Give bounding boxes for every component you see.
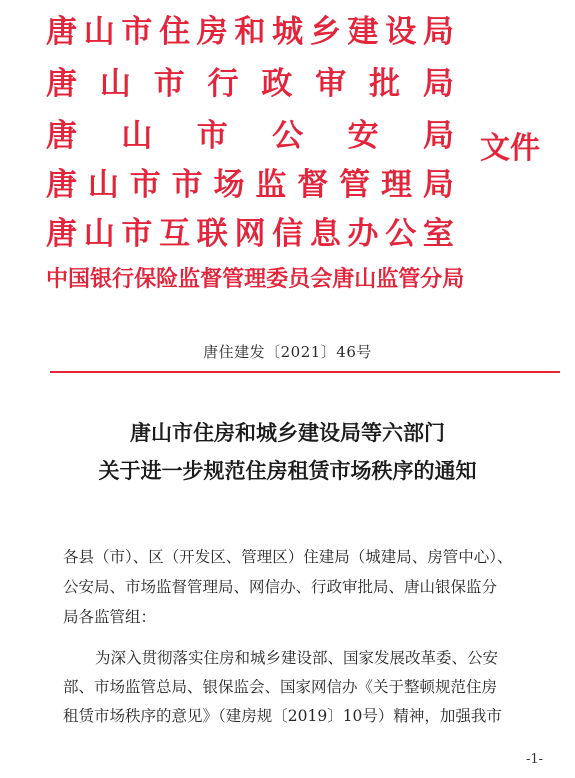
issuer-character: 住 [159, 14, 191, 50]
issuer-character: 办 [347, 216, 379, 252]
issuer-line [46, 165, 454, 205]
issuer-character: 分 [420, 266, 443, 292]
issuer-character: 山 [83, 216, 115, 252]
issuer-character: 会 [310, 266, 333, 292]
issuer-character: 联 [196, 216, 228, 252]
issuer-character: 行 [112, 266, 135, 292]
issuer-character: 督 [297, 167, 329, 203]
issuer-character: 唐 [46, 167, 77, 203]
issuer-character: 局 [422, 14, 454, 50]
issuer-character: 唐 [46, 14, 77, 50]
issuer-character: 设 [385, 14, 417, 50]
document-title-line-2: 关于进一步规范住房租赁市场秩序的通知 [98, 458, 477, 483]
issuer-character: 局 [442, 266, 465, 292]
issuer-character: 批 [369, 66, 401, 102]
issuer-character: 管 [398, 266, 421, 292]
issuer-character: 山 [87, 167, 119, 203]
issuer-character: 审 [315, 66, 347, 102]
issuer-character: 室 [422, 216, 454, 252]
paragraph-line: 为深入贯彻落实住房和城乡建设部、国家发展改革委、公安 [95, 649, 499, 667]
issuer-character: 市 [121, 14, 153, 50]
issuer-line [46, 116, 454, 156]
issuer-character: 国 [68, 266, 91, 292]
issuer-character: 管 [339, 167, 371, 203]
issuer-character: 员 [288, 266, 311, 292]
issuer-character: 银 [90, 266, 113, 292]
issuer-character: 息 [309, 216, 341, 252]
issuer-character: 行 [207, 66, 239, 102]
issuer-character: 监 [376, 266, 399, 292]
issuer-line [46, 264, 465, 294]
issuer-character: 山 [99, 66, 131, 102]
issuer-character: 唐 [46, 118, 77, 154]
issuer-character: 政 [261, 66, 293, 102]
issuer-character: 城 [272, 14, 304, 50]
issuer-line [46, 214, 454, 254]
issuer-character: 房 [196, 14, 228, 50]
paragraph-line: 部、市场监管总局、银保监会、国家网信办《关于整顿规范住房 [63, 678, 498, 696]
issuer-character: 唐 [332, 266, 355, 292]
issuer-character: 公 [272, 118, 304, 154]
issuer-character: 市 [196, 118, 228, 154]
issuer-character: 公 [385, 216, 417, 252]
page-number: -1- [526, 752, 544, 767]
issuer-character: 监 [255, 167, 287, 203]
issuer-character: 市 [129, 167, 161, 203]
document-type-label: 文件 [480, 131, 540, 166]
issuer-character: 局 [422, 66, 454, 102]
issuer-character: 信 [272, 216, 304, 252]
issuer-character: 山 [121, 118, 153, 154]
issuer-character: 市 [171, 167, 203, 203]
issuer-character: 监 [178, 266, 201, 292]
issuer-character: 安 [347, 118, 379, 154]
issuer-character: 保 [134, 266, 157, 292]
red-divider-line [50, 371, 560, 373]
issuer-character: 市 [121, 216, 153, 252]
issuer-character: 和 [234, 14, 266, 50]
issuer-character: 管 [222, 266, 245, 292]
issuer-character: 乡 [309, 14, 341, 50]
issuer-character: 委 [266, 266, 289, 292]
issuer-character: 场 [213, 167, 245, 203]
paragraph-line: 租赁市场秩序的意见》（建房规〔2019〕10号）精神，加强我市 [63, 707, 502, 725]
issuer-character: 险 [156, 266, 179, 292]
addressee-line: 各县（市）、区（开发区、管理区）住建局（城建局、房管中心）、 [63, 548, 513, 566]
issuer-character: 局 [422, 118, 454, 154]
document-title-line-1: 唐山市住房和城乡建设局等六部门 [130, 420, 445, 445]
issuer-character: 中 [46, 266, 69, 292]
issuer-character: 督 [200, 266, 223, 292]
issuer-character: 网 [234, 216, 266, 252]
issuer-character: 理 [381, 167, 412, 203]
addressee-line: 公安局、市场监督管理局、网信办、行政审批局、唐山银保监分 [63, 578, 498, 596]
issuer-line [46, 12, 454, 52]
issuer-character: 建 [347, 14, 379, 50]
issuer-character: 山 [354, 266, 377, 292]
issuer-character: 山 [83, 14, 115, 50]
document-number: 唐住建发〔2021〕46号 [203, 343, 372, 361]
issuer-character: 唐 [46, 66, 77, 102]
issuer-character: 局 [422, 167, 454, 203]
issuer-character: 互 [159, 216, 191, 252]
issuer-character: 理 [244, 266, 267, 292]
issuer-character: 唐 [46, 216, 77, 252]
issuer-line [46, 64, 454, 104]
issuer-character: 市 [153, 66, 185, 102]
addressee-line: 局各监管组： [63, 608, 157, 626]
